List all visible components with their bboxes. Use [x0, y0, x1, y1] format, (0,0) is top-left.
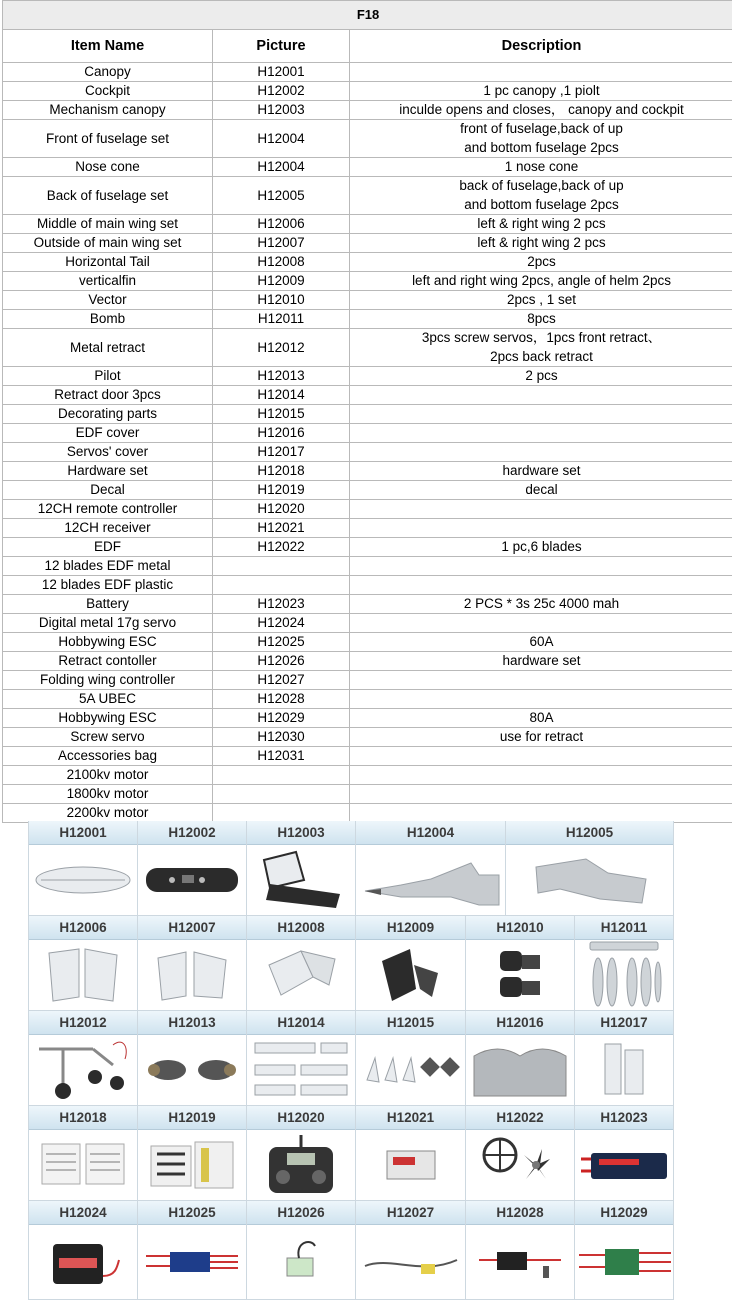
item-name-cell: 12CH remote controller: [3, 500, 213, 519]
description-cell: [350, 63, 732, 82]
bomb-icon: [575, 940, 673, 1010]
item-name-cell: 12 blades EDF plastic: [3, 576, 213, 595]
picture-code-cell: H12022: [213, 538, 350, 557]
table-row: [3, 633, 732, 652]
gallery-cell-code: H12007: [138, 916, 246, 940]
picture-code-cell: H12002: [213, 82, 350, 101]
gallery-cell-code: H12027: [356, 1201, 465, 1225]
servo-cover-icon: [575, 1035, 673, 1105]
retract-controller-icon: [247, 1225, 355, 1299]
item-name-cell: EDF cover: [3, 424, 213, 443]
table-row: [3, 82, 732, 101]
cockpit-icon: [138, 845, 246, 915]
picture-code-cell: H12029: [213, 709, 350, 728]
decorating-parts-icon: [356, 1035, 465, 1105]
description-cell: 2pcs: [350, 253, 732, 272]
item-name-cell: 12CH receiver: [3, 519, 213, 538]
description-cell: hardware set: [350, 462, 732, 481]
picture-code-cell: H12006: [213, 215, 350, 234]
picture-code-cell: H12011: [213, 310, 350, 329]
table-row: [3, 405, 732, 424]
gallery-cell-code: H12011: [575, 916, 673, 940]
item-name-cell: Metal retract: [3, 329, 213, 367]
vector-icon: [466, 940, 574, 1010]
esc-80a-icon: [575, 1225, 673, 1299]
item-name-cell: Nose cone: [3, 158, 213, 177]
picture-code-cell: H12009: [213, 272, 350, 291]
item-name-cell: Canopy: [3, 63, 213, 82]
gallery-cell-code: H12029: [575, 1201, 673, 1225]
table-row: [3, 310, 732, 329]
description-cell: [350, 766, 732, 785]
table-row: [3, 386, 732, 405]
gallery-cell: [247, 916, 356, 1011]
item-name-cell: Battery: [3, 595, 213, 614]
picture-code-cell: [213, 576, 350, 595]
canopy-icon: [29, 845, 137, 915]
table-row: [3, 728, 732, 747]
item-name-cell: Pilot: [3, 367, 213, 386]
table-row: [3, 367, 732, 386]
esc-icon: [138, 1225, 246, 1299]
gallery-cell-code: H12028: [466, 1201, 574, 1225]
gallery-cell-code: H12018: [29, 1106, 137, 1130]
item-name-cell: 12 blades EDF metal: [3, 557, 213, 576]
gallery-row: [28, 1201, 674, 1300]
description-cell: 2 PCS * 3s 25c 4000 mah: [350, 595, 732, 614]
gallery-cell-code: H12002: [138, 821, 246, 845]
gallery-cell: [29, 1106, 138, 1201]
picture-code-cell: [213, 804, 350, 823]
table-row: [3, 614, 732, 633]
picture-code-cell: H12007: [213, 234, 350, 253]
table-row: [3, 595, 732, 614]
header-picture: Picture: [213, 30, 350, 63]
description-cell: [350, 557, 732, 576]
item-name-cell: 1800kv motor: [3, 785, 213, 804]
servo-icon: [29, 1225, 137, 1299]
pilot-icon: [138, 1035, 246, 1105]
table-row: [3, 766, 732, 785]
picture-code-cell: [213, 766, 350, 785]
description-cell: hardware set: [350, 652, 732, 671]
table-title: F18: [3, 1, 732, 30]
picture-code-cell: H12016: [213, 424, 350, 443]
description-cell: [350, 785, 732, 804]
gallery-cell-code: H12008: [247, 916, 355, 940]
table-row: [3, 804, 732, 823]
item-name-cell: Decorating parts: [3, 405, 213, 424]
picture-code-cell: [213, 785, 350, 804]
table-row: [3, 177, 732, 215]
table-row: [3, 215, 732, 234]
gallery-cell: [466, 1106, 575, 1201]
picture-code-cell: H12021: [213, 519, 350, 538]
gallery-row: [28, 1011, 674, 1106]
item-name-cell: Mechanism canopy: [3, 101, 213, 120]
gallery-cell: [356, 1106, 466, 1201]
remote-controller-icon: [247, 1130, 355, 1200]
gallery-cell-code: H12004: [356, 821, 505, 845]
item-name-cell: Retract contoller: [3, 652, 213, 671]
description-cell: [350, 747, 732, 766]
battery-icon: [575, 1130, 673, 1200]
gallery-cell-code: H12021: [356, 1106, 465, 1130]
item-name-cell: 2200kv motor: [3, 804, 213, 823]
picture-code-cell: H12004: [213, 158, 350, 177]
gallery-cell-code: H12001: [29, 821, 137, 845]
picture-code-cell: H12017: [213, 443, 350, 462]
description-cell: back of fuselage,back of up and bottom fuselage 2pcs: [350, 177, 732, 215]
description-cell: left and right wing 2pcs, angle of helm 2pcs: [350, 272, 732, 291]
ubec-icon: [466, 1225, 574, 1299]
gallery-cell: [138, 916, 247, 1011]
parts-table-body: [3, 1, 732, 823]
table-row: [3, 253, 732, 272]
gallery-cell-code: H12014: [247, 1011, 355, 1035]
picture-code-cell: H12025: [213, 633, 350, 652]
gallery-cell: [247, 1011, 356, 1106]
item-name-cell: Hobbywing ESC: [3, 633, 213, 652]
picture-code-cell: H12013: [213, 367, 350, 386]
table-row: [3, 272, 732, 291]
table-row: [3, 481, 732, 500]
table-row: [3, 158, 732, 177]
header-item-name: Item Name: [3, 30, 213, 63]
table-row: [3, 424, 732, 443]
gallery-cell-code: H12025: [138, 1201, 246, 1225]
table-row: [3, 291, 732, 310]
item-name-cell: Screw servo: [3, 728, 213, 747]
picture-code-cell: H12019: [213, 481, 350, 500]
table-row: [3, 652, 732, 671]
gallery-cell: [575, 1106, 674, 1201]
description-cell: [350, 405, 732, 424]
gallery-cell-code: H12010: [466, 916, 574, 940]
item-name-cell: 5A UBEC: [3, 690, 213, 709]
gallery-cell: [247, 821, 356, 916]
table-row: [3, 576, 732, 595]
item-name-cell: Servos' cover: [3, 443, 213, 462]
parts-table: [2, 0, 732, 823]
item-name-cell: verticalfin: [3, 272, 213, 291]
item-name-cell: Hobbywing ESC: [3, 709, 213, 728]
item-name-cell: Digital metal 17g servo: [3, 614, 213, 633]
picture-code-cell: H12028: [213, 690, 350, 709]
gallery-cell-code: H12009: [356, 916, 465, 940]
description-cell: inculde opens and closes， canopy and cockpit: [350, 101, 732, 120]
description-cell: [350, 690, 732, 709]
description-cell: [350, 500, 732, 519]
item-name-cell: Horizontal Tail: [3, 253, 213, 272]
gallery-cell: [29, 1011, 138, 1106]
gallery-cell-code: H12020: [247, 1106, 355, 1130]
item-name-cell: Front of fuselage set: [3, 120, 213, 158]
gallery-row: [28, 916, 674, 1011]
description-cell: use for retract: [350, 728, 732, 747]
picture-code-cell: H12001: [213, 63, 350, 82]
item-name-cell: 2100kv motor: [3, 766, 213, 785]
gallery-cell: [356, 1201, 466, 1300]
item-name-cell: Hardware set: [3, 462, 213, 481]
description-cell: 80A: [350, 709, 732, 728]
gallery-cell: [29, 821, 138, 916]
table-row: [3, 120, 732, 158]
picture-code-cell: H12015: [213, 405, 350, 424]
table-row: [3, 63, 732, 82]
table-row: [3, 443, 732, 462]
hardware-set-icon: [29, 1130, 137, 1200]
gallery-cell: [356, 1011, 466, 1106]
table-row: [3, 538, 732, 557]
picture-code-cell: H12004: [213, 120, 350, 158]
gallery-cell: [575, 1011, 674, 1106]
picture-code-cell: H12008: [213, 253, 350, 272]
table-row: [3, 690, 732, 709]
outside-wing-icon: [138, 940, 246, 1010]
folding-wing-controller-icon: [356, 1225, 465, 1299]
gallery-cell-code: H12006: [29, 916, 137, 940]
table-row: [3, 519, 732, 538]
back-fuselage-icon: [506, 845, 673, 915]
description-cell: 8pcs: [350, 310, 732, 329]
gallery-cell: [247, 1106, 356, 1201]
header-description: Description: [350, 30, 732, 63]
gallery-cell: [138, 1011, 247, 1106]
table-header-row: [3, 30, 732, 63]
description-cell: [350, 386, 732, 405]
picture-code-cell: H12020: [213, 500, 350, 519]
gallery-cell-code: H12024: [29, 1201, 137, 1225]
description-cell: [350, 576, 732, 595]
description-cell: 2 pcs: [350, 367, 732, 386]
gallery-cell: [506, 821, 674, 916]
description-cell: [350, 614, 732, 633]
table-row: [3, 785, 732, 804]
receiver-icon: [356, 1130, 465, 1200]
gallery-cell-code: H12012: [29, 1011, 137, 1035]
table-row: [3, 557, 732, 576]
picture-code-cell: H12014: [213, 386, 350, 405]
description-cell: front of fuselage,back of up and bottom fuselage 2pcs: [350, 120, 732, 158]
description-cell: [350, 443, 732, 462]
picture-code-cell: H12003: [213, 101, 350, 120]
horizontal-tail-icon: [247, 940, 355, 1010]
gallery-cell: [247, 1201, 356, 1300]
description-cell: [350, 424, 732, 443]
table-row: [3, 329, 732, 367]
description-cell: [350, 671, 732, 690]
description-cell: 1 pc,6 blades: [350, 538, 732, 557]
front-fuselage-icon: [356, 845, 505, 915]
table-row: [3, 234, 732, 253]
table-row: [3, 500, 732, 519]
description-cell: 2pcs , 1 set: [350, 291, 732, 310]
description-cell: left & right wing 2 pcs: [350, 215, 732, 234]
gallery-cell-code: H12005: [506, 821, 673, 845]
gallery-cell-code: H12015: [356, 1011, 465, 1035]
item-name-cell: Cockpit: [3, 82, 213, 101]
item-name-cell: EDF: [3, 538, 213, 557]
table-row: [3, 709, 732, 728]
gallery-cell: [138, 1201, 247, 1300]
picture-code-cell: H12030: [213, 728, 350, 747]
retract-door-icon: [247, 1035, 355, 1105]
description-cell: [350, 519, 732, 538]
gallery-cell: [29, 916, 138, 1011]
description-cell: 60A: [350, 633, 732, 652]
gallery-cell-code: H12022: [466, 1106, 574, 1130]
picture-code-cell: H12010: [213, 291, 350, 310]
table-title-row: [3, 1, 732, 30]
item-name-cell: Back of fuselage set: [3, 177, 213, 215]
picture-code-cell: H12024: [213, 614, 350, 633]
item-name-cell: Outside of main wing set: [3, 234, 213, 253]
decal-icon: [138, 1130, 246, 1200]
gallery-cell: [356, 916, 466, 1011]
edf-cover-icon: [466, 1035, 574, 1105]
metal-retract-icon: [29, 1035, 137, 1105]
item-name-cell: Middle of main wing set: [3, 215, 213, 234]
table-row: [3, 671, 732, 690]
gallery-cell: [138, 1106, 247, 1201]
description-cell: decal: [350, 481, 732, 500]
description-cell: left & right wing 2 pcs: [350, 234, 732, 253]
description-cell: 1 pc canopy ,1 piolt: [350, 82, 732, 101]
gallery-cell: [466, 1201, 575, 1300]
gallery-cell: [466, 916, 575, 1011]
gallery-cell-code: H12019: [138, 1106, 246, 1130]
gallery-cell-code: H12026: [247, 1201, 355, 1225]
gallery-cell-code: H12013: [138, 1011, 246, 1035]
gallery-cell-code: H12016: [466, 1011, 574, 1035]
picture-code-cell: H12005: [213, 177, 350, 215]
item-name-cell: Decal: [3, 481, 213, 500]
gallery-cell-code: H12017: [575, 1011, 673, 1035]
description-cell: 1 nose cone: [350, 158, 732, 177]
vertical-fin-icon: [356, 940, 465, 1010]
table-row: [3, 747, 732, 766]
gallery-cell: [466, 1011, 575, 1106]
item-name-cell: Bomb: [3, 310, 213, 329]
gallery-cell-code: H12003: [247, 821, 355, 845]
picture-code-cell: H12012: [213, 329, 350, 367]
item-name-cell: Accessories bag: [3, 747, 213, 766]
description-cell: 3pcs screw servos，1pcs front retract、 2pcs back retract: [350, 329, 732, 367]
picture-code-cell: [213, 557, 350, 576]
item-name-cell: Retract door 3pcs: [3, 386, 213, 405]
edf-icon: [466, 1130, 574, 1200]
gallery-cell: [575, 916, 674, 1011]
gallery-cell-code: H12023: [575, 1106, 673, 1130]
picture-code-cell: H12023: [213, 595, 350, 614]
item-name-cell: Vector: [3, 291, 213, 310]
item-name-cell: Folding wing controller: [3, 671, 213, 690]
gallery-cell: [575, 1201, 674, 1300]
picture-code-cell: H12027: [213, 671, 350, 690]
description-cell: [350, 804, 732, 823]
table-row: [3, 101, 732, 120]
gallery-row: [28, 821, 674, 916]
gallery-cell: [356, 821, 506, 916]
middle-wing-icon: [29, 940, 137, 1010]
table-row: [3, 462, 732, 481]
picture-code-cell: H12026: [213, 652, 350, 671]
picture-code-cell: H12018: [213, 462, 350, 481]
gallery-row: [28, 1106, 674, 1201]
picture-code-cell: H12031: [213, 747, 350, 766]
gallery-cell: [29, 1201, 138, 1300]
mechanism-canopy-icon: [247, 845, 355, 915]
gallery-cell: [138, 821, 247, 916]
